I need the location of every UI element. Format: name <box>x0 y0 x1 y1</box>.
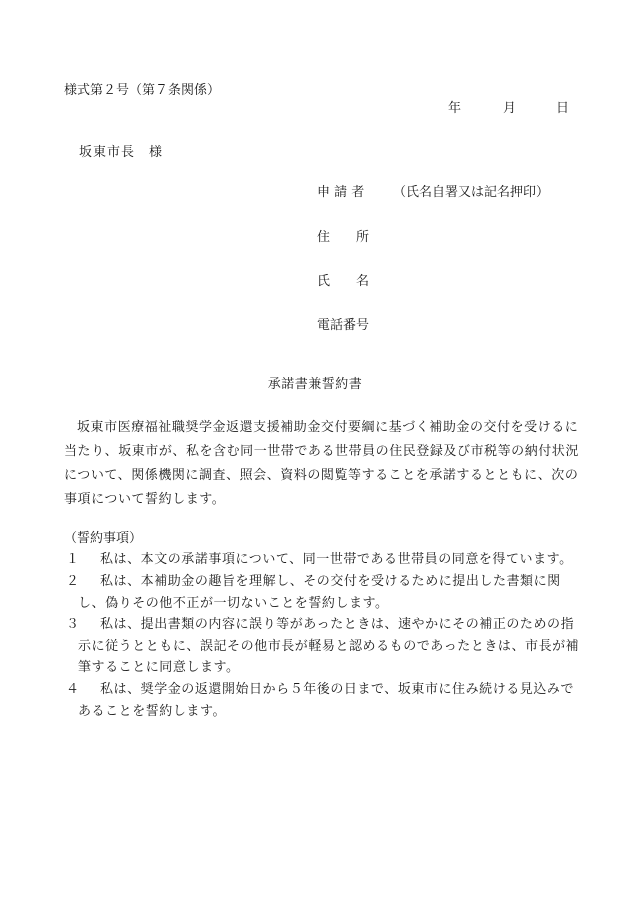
address-label: 住 所 <box>317 230 370 245</box>
date-line <box>448 97 570 115</box>
body-paragraph: 坂東市医療福祉職奨学金返還支援補助金交付要綱に基づく補助金の交付を受けるに当たり、坂東市が、私を含む同一世帯である世帯員の住民登録及び市税等の納付状況について、関係機関に調査、照会、資料の閲覧等することを承諾するとともに、次の事項について誓約します。 <box>64 420 579 507</box>
date-month-label: 月 <box>503 101 517 116</box>
name-label: 氏 名 <box>317 274 370 289</box>
pledge-item <box>64 614 580 679</box>
addressee: 坂東市長 様 <box>79 145 164 160</box>
pledge-item-text: 私は、奨学金の返還開始日から５年後の日まで、坂東市に住み続ける見込みであることを誓約します。 <box>78 682 574 719</box>
document-title: 承諾書兼誓約書 <box>267 377 363 392</box>
form-number: 様式第２号（第７条関係） <box>64 83 221 98</box>
applicant-row <box>317 181 549 200</box>
pledge-item-text: 私は、本補助金の趣旨を理解し、その交付を受けるために提出した書類に関し、偽りその他不正が一切ないことを誓約します。 <box>78 574 561 611</box>
pledge-item-text: 私は、本文の承諾事項について、同一世帯である世帯員の同意を得ています。 <box>100 552 573 567</box>
pledge-item <box>64 571 580 614</box>
pledge-item-number: ３ <box>66 617 80 632</box>
applicant-label: 申 請 者 <box>317 185 365 200</box>
date-year-label: 年 <box>448 101 462 116</box>
pledge-item <box>64 549 580 571</box>
pledge-item-text: 私は、提出書類の内容に誤り等があったときは、速やかにその補正のための指示に従うとともに、誤記その他市長が軽易と認めるものであったときは、市長が補筆することに同意します。 <box>78 617 580 675</box>
pledge-item-number: １ <box>66 552 80 567</box>
pledge-item-number: ２ <box>66 574 80 589</box>
items-heading: （誓約事項） <box>64 531 143 546</box>
applicant-note: （氏名自署又は記名押印） <box>393 185 550 200</box>
date-day-label: 日 <box>556 101 570 116</box>
pledge-item-number: ４ <box>66 682 80 697</box>
pledge-item <box>64 679 580 722</box>
phone-label: 電話番号 <box>317 318 370 333</box>
